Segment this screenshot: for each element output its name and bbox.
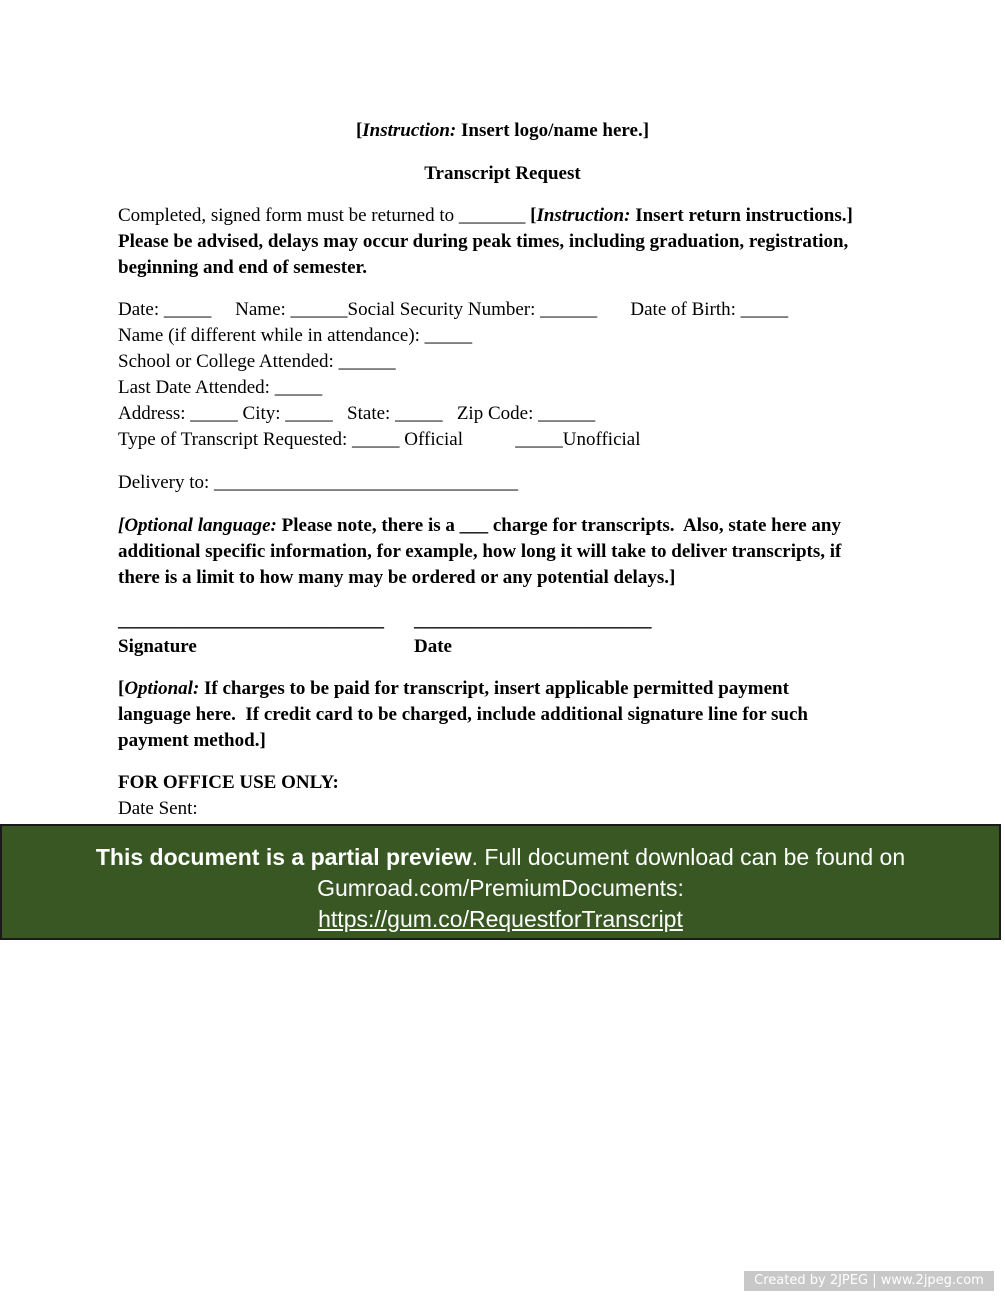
optional-text-2: additional specific information, for example, how long it will take to deliver transcripts, if xyxy=(118,541,842,562)
banner-line-1 xyxy=(2,842,999,873)
optional-text-3: there is a limit to how many may be ordered or any potential delays.] xyxy=(118,567,676,588)
watermark: Created by 2JPEG | www.2jpeg.com xyxy=(744,1271,994,1291)
logo-instruction: [Instruction: Insert logo/name here.] xyxy=(355,120,650,141)
payment-label: Optional: xyxy=(124,678,200,699)
optional-text: Please note, there is a ___ charge for transcripts. Also, state here any xyxy=(276,515,841,536)
return-instruction-text: Insert return instructions.] xyxy=(635,205,853,226)
office-heading xyxy=(118,770,339,796)
date-sent: Date Sent: xyxy=(118,798,198,819)
banner-text: . Full document download can be found on xyxy=(471,844,906,870)
field-address: Address: _____ City: _____ State: _____ Zip Code: ______ xyxy=(118,403,596,424)
optional-label: [Optional language: xyxy=(118,515,277,536)
download-link[interactable]: https://gum.co/RequestforTranscript xyxy=(318,906,683,932)
intro-line-2 xyxy=(118,229,848,255)
preview-banner xyxy=(0,824,1001,940)
office-heading-text: FOR OFFICE USE ONLY: xyxy=(118,772,339,793)
optional-line-2 xyxy=(118,539,841,565)
date-line xyxy=(414,608,652,634)
intro-text: Completed, signed form must be returned to _______ xyxy=(118,205,531,226)
intro-line-1: Completed, signed form must be returned to _______ [Instruction: Insert return instructions.] xyxy=(118,205,853,226)
field-date-name-ssn-dob: Date: _____ Name: ______Social Security Number: ______ Date of Birth: _____ xyxy=(118,299,789,320)
field-delivery: Delivery to: ________________________________ xyxy=(118,472,519,493)
field-school: School or College Attended: ______ xyxy=(118,351,396,372)
date-rule: _________________________ xyxy=(414,610,652,631)
return-instruction-label: Instruction: xyxy=(536,205,631,226)
advisory-text-2: beginning and end of semester. xyxy=(118,257,367,278)
payment-line-1: [Optional: If charges to be paid for transcript, insert applicable permitted payment xyxy=(118,678,789,699)
intro-line-3 xyxy=(118,255,367,281)
signature-label xyxy=(118,634,197,660)
field-transcript-type: Type of Transcript Requested: _____ Official _____Unofficial xyxy=(118,429,641,450)
banner-bold: This document is a partial preview xyxy=(95,844,472,870)
banner-line-2: Gumroad.com/PremiumDocuments: xyxy=(317,875,684,901)
payment-line-2 xyxy=(118,702,808,728)
date-label-text: Date xyxy=(414,636,452,657)
optional-line-3 xyxy=(118,565,675,591)
payment-line-3 xyxy=(118,728,266,754)
signature-label-text: Signature xyxy=(118,636,197,657)
payment-text: If charges to be paid for transcript, insert applicable permitted payment xyxy=(199,678,789,699)
date-label xyxy=(414,634,452,660)
title-text: Transcript Request xyxy=(424,163,581,184)
page-title xyxy=(0,161,1005,187)
optional-line-1 xyxy=(118,513,841,539)
advisory-text: Please be advised, delays may occur during peak times, including graduation, registration, xyxy=(118,231,849,252)
field-last-date: Last Date Attended: _____ xyxy=(118,377,323,398)
field-alt-name: Name (if different while in attendance): _____ xyxy=(118,325,473,346)
instruction-label: Instruction: xyxy=(362,120,457,141)
payment-text-3: payment method.] xyxy=(118,730,266,751)
payment-text-2: language here. If credit card to be charged, include additional signature line for such xyxy=(118,704,808,725)
signature-rule: ____________________________ xyxy=(118,610,384,631)
instruction-text: Insert logo/name here. xyxy=(461,120,643,141)
signature-line xyxy=(118,608,384,634)
